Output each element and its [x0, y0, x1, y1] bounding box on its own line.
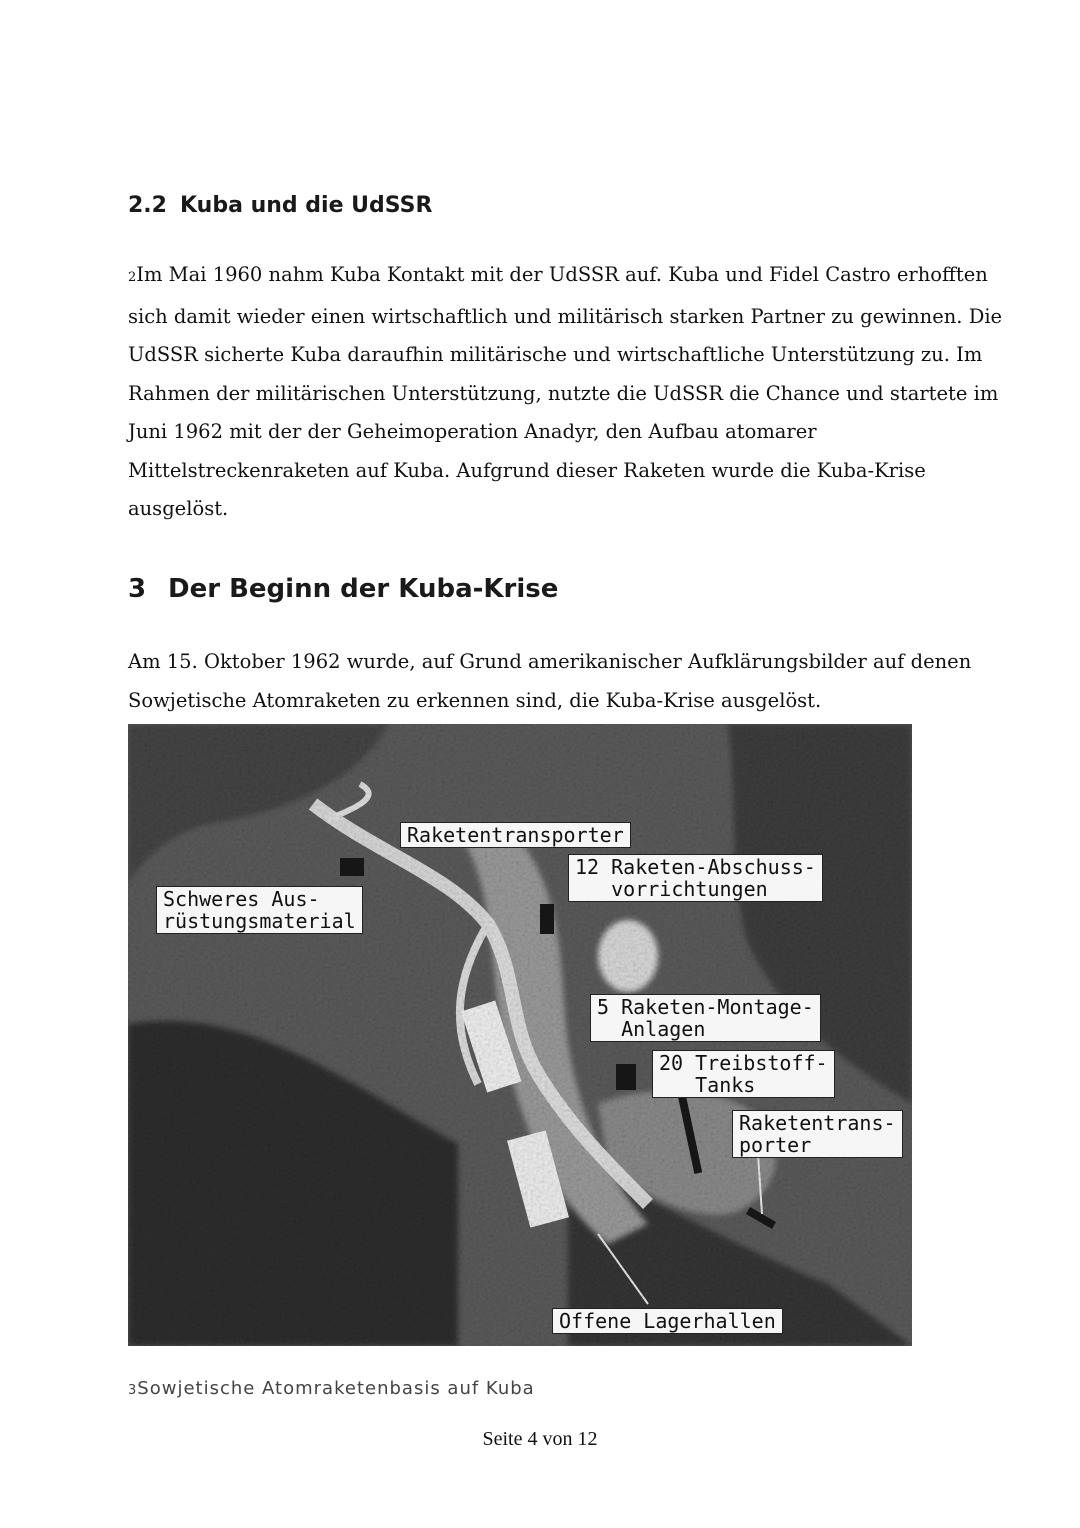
paragraph-line: Sowjetische Atomraketen zu erkennen sind, die Kuba-Krise ausgelöst.: [128, 688, 822, 712]
section-title: Der Beginn der Kuba-Krise: [168, 574, 559, 604]
paragraph-line: Rahmen der militärischen Unterstützung, nutzte die UdSSR die Chance und startete im: [128, 381, 999, 405]
label-raketen-montage-anlagen: 5 Raketen-Montage- Anlagen: [590, 994, 821, 1042]
paragraph-line: Mittelstreckenraketen auf Kuba. Aufgrund dieser Raketen wurde die Kuba-Krise: [128, 458, 926, 482]
footnote-mark: 3: [128, 1383, 138, 1398]
paragraph-line: Am 15. Oktober 1962 wurde, auf Grund amerikanischer Aufklärungsbilder auf denen: [128, 650, 972, 673]
footnote-mark: 2: [128, 270, 137, 285]
label-treibstoff-tanks: 20 Treibstoff- Tanks: [652, 1050, 835, 1098]
label-raketentransporter: Raketentransporter: [400, 822, 631, 848]
section-heading-2-2: [128, 193, 432, 218]
figure-caption: 3Sowjetische Atomraketenbasis auf Kuba: [128, 1378, 535, 1399]
paragraph-line: 2Im Mai 1960 nahm Kuba Kontakt mit der UdSSR auf. Kuba und Fidel Castro erhofften: [128, 263, 988, 286]
section-heading-3: [128, 574, 558, 604]
label-schweres-ausruestungsmaterial: Schweres Aus- rüstungsmaterial: [156, 886, 363, 934]
label-raketentransporter-2: Raketentrans- porter: [732, 1110, 903, 1158]
label-abschussvorrichtungen: 12 Raketen-Abschuss- vorrichtungen: [568, 854, 823, 902]
section-number: 3: [128, 574, 147, 604]
paragraph-line: Juni 1962 mit der der Geheimoperation Anadyr, den Aufbau atomarer: [128, 420, 817, 443]
paragraph-line: UdSSR sicherte Kuba daraufhin militärische und wirtschaftliche Unterstützung zu. Im: [128, 343, 983, 366]
section-number: 2.2: [128, 193, 167, 218]
paragraph-kuba-udssr: [128, 256, 1003, 529]
aerial-reconnaissance-photo: [128, 724, 912, 1346]
paragraph-line: sich damit wieder einen wirtschaftlich und militärisch starken Partner zu gewinnen. Die: [128, 304, 1003, 328]
page-number: Seite 4 von 12: [482, 1428, 598, 1450]
label-offene-lagerhallen: Offene Lagerhallen: [552, 1308, 783, 1334]
paragraph-kuba-krise: [128, 643, 972, 720]
section-title: Kuba und die UdSSR: [180, 193, 433, 218]
paragraph-line: ausgelöst.: [128, 497, 229, 520]
